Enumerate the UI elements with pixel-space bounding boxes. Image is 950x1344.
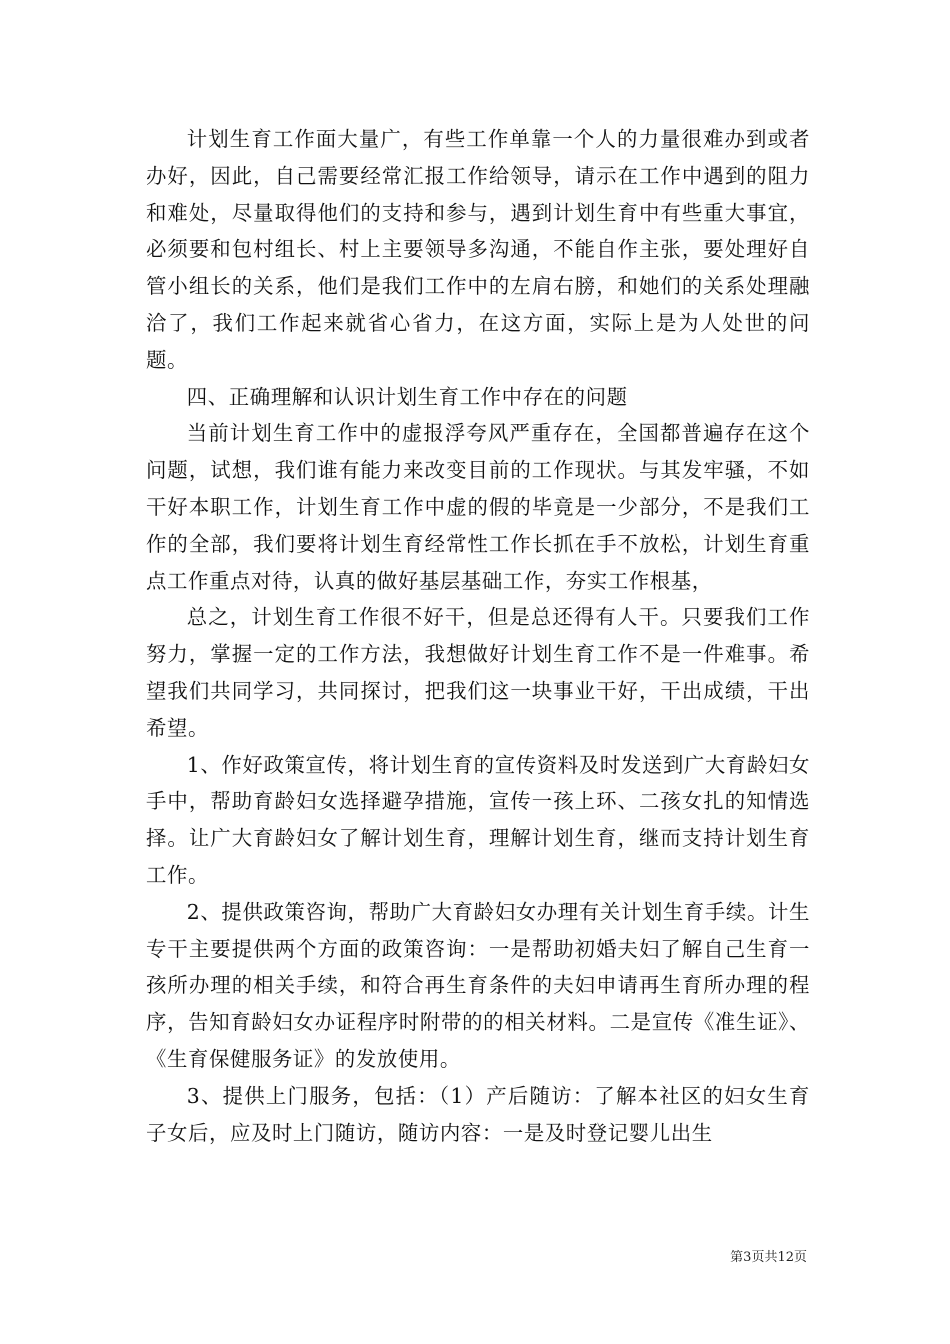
- document-body: [146, 121, 810, 1151]
- section-heading-four: 四、正确理解和认识计划生育工作中存在的问题: [186, 384, 628, 409]
- page-number-footer: 第3页共12页: [730, 1250, 807, 1265]
- paragraph-conclusion: 总之，计划生育工作很不好干，但是总还得有人干。只要我们工作努力，掌握一定的工作方法，我想做好计划生育工作不是一件难事。希望我们共同学习，共同探讨，把我们这一块事业干好，干出成绩，干出希望。: [146, 605, 810, 740]
- list-item-policy-consulting: 2、提供政策咨询，帮助广大育龄妇女办理有关计划生育手续。计生专干主要提供两个方面的政策咨询：一是帮助初婚夫妇了解自己生育一孩所办理的相关手续，和符合再生育条件的夫妇申请再生育所办理的程序，告知育龄妇女办证程序时附带的的相关材料。二是宣传《准生证》、《生育保健服务证》的发放使用。: [146, 899, 810, 1071]
- paragraph-current-problems: 当前计划生育工作中的虚报浮夸风严重存在，全国都普遍存在这个问题，试想，我们谁有能力来改变目前的工作现状。与其发牢骚，不如干好本职工作，计划生育工作中虚的假的毕竟是一少部分，不是我们工作的全部，我们要将计划生育经常性工作长抓在手不放松，计划生育重点工作重点对待，认真的做好基层基础工作，夯实工作根基，: [146, 421, 810, 593]
- list-item-door-to-door-service: 3、提供上门服务，包括：（1）产后随访：了解本社区的妇女生育子女后，应及时上门随访，随访内容：一是及时登记婴儿出生: [146, 1083, 810, 1145]
- paragraph-consultation: 计划生育工作面大量广，有些工作单靠一个人的力量很难办到或者办好，因此，自己需要经常汇报工作给领导，请示在工作中遇到的阻力和难处，尽量取得他们的支持和参与，遇到计划生育中有些重大事宜，必须要和包村组长、村上主要领导多沟通，不能自作主张，要处理好自管小组长的关系，他们是我们工作中的左肩右膀，和她们的关系处理融洽了，我们工作起来就省心省力，在这方面，实际上是为人处世的问题。: [146, 127, 810, 372]
- list-item-policy-publicity: 1、作好政策宣传，将计划生育的宣传资料及时发送到广大育龄妇女手中，帮助育龄妇女选择避孕措施，宣传一孩上环、二孩女扎的知情选择。让广大育龄妇女了解计划生育，理解计划生育，继而支持计划生育工作。: [146, 752, 810, 887]
